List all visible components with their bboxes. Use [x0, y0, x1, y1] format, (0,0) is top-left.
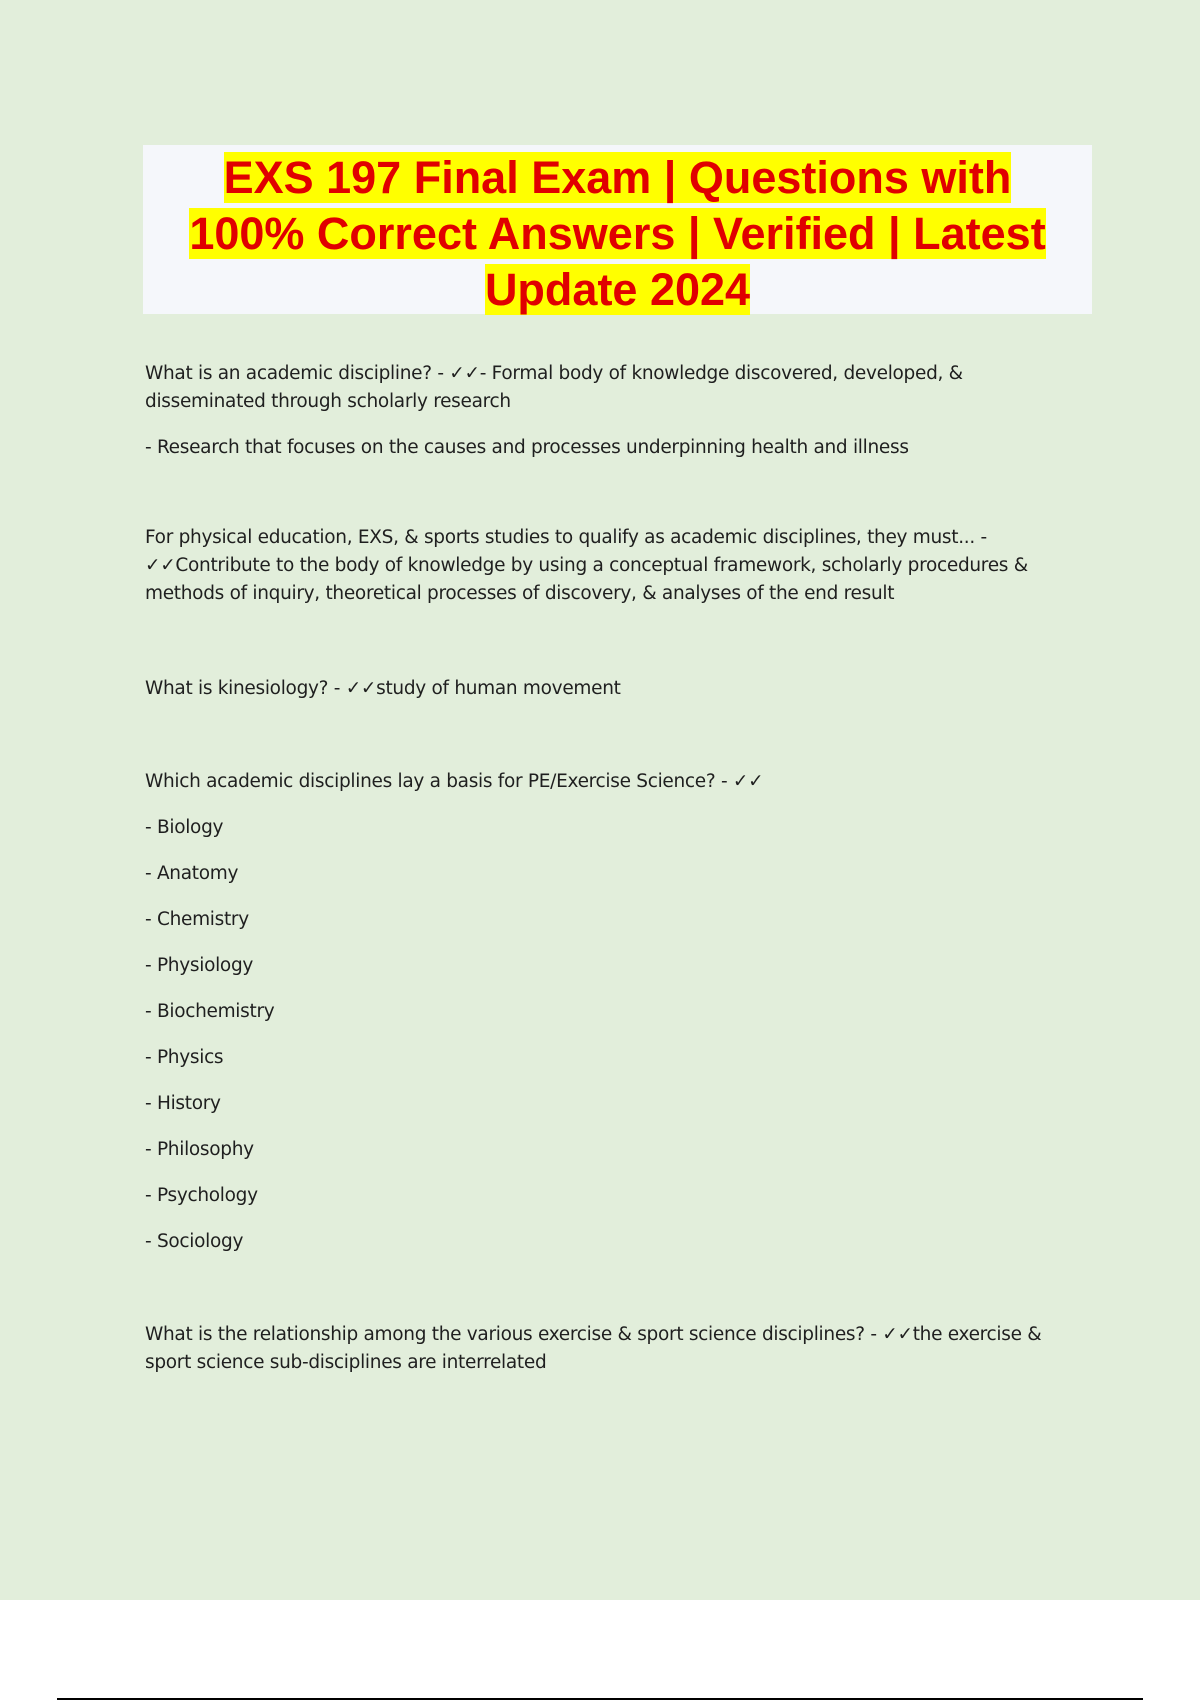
list-item: - Anatomy: [145, 863, 239, 884]
list-item: - Sociology: [145, 1231, 244, 1252]
qa-text-line: sport science sub-disciplines are interrelated: [145, 1352, 547, 1373]
qa-text-line: - Research that focuses on the causes and processes underpinning health and illness: [145, 437, 909, 458]
qa-text-line: ✓✓Contribute to the body of knowledge by using a conceptual framework, scholarly procedures &: [145, 555, 1028, 576]
title-banner: [143, 145, 1092, 314]
document-body: [145, 360, 1065, 1377]
document-title-line-3: Update 2024: [484, 264, 751, 315]
list-item: - Physics: [145, 1047, 224, 1068]
list-item: - Philosophy: [145, 1139, 254, 1160]
list-item: - History: [145, 1093, 221, 1114]
qa-text-line: What is kinesiology? - ✓✓study of human movement: [145, 678, 621, 699]
qa-block-qualify-disciplines: [145, 524, 1065, 608]
qa-text-line: Which academic disciplines lay a basis for PE/Exercise Science? - ✓✓: [145, 771, 764, 792]
list-item: - Psychology: [145, 1185, 258, 1206]
list-item: - Physiology: [145, 955, 254, 976]
list-item: - Biology: [145, 817, 224, 838]
qa-text-line: methods of inquiry, theoretical processes of discovery, & analyses of the end result: [145, 583, 895, 604]
document-title-line-2: 100% Correct Answers | Verified | Latest: [189, 208, 1046, 259]
qa-text-line: For physical education, EXS, & sports studies to qualify as academic disciplines, they must... -: [145, 527, 987, 548]
qa-text-line: disseminated through scholarly research: [145, 391, 511, 412]
qa-block-relationship: [145, 1321, 1065, 1377]
list-item: - Chemistry: [145, 909, 249, 930]
qa-block-kinesiology: [145, 675, 1065, 703]
qa-text-line: What is the relationship among the various exercise & sport science disciplines? - ✓✓the exercise &: [145, 1324, 1042, 1345]
list-item: - Biochemistry: [145, 1001, 275, 1022]
qa-block-basis-disciplines: [145, 768, 1065, 1256]
document-title-line-1: EXS 197 Final Exam | Questions with: [223, 152, 1012, 203]
qa-text-line: What is an academic discipline? - ✓✓- Formal body of knowledge discovered, developed, &: [145, 363, 963, 384]
qa-block-academic-discipline: [145, 360, 1065, 462]
